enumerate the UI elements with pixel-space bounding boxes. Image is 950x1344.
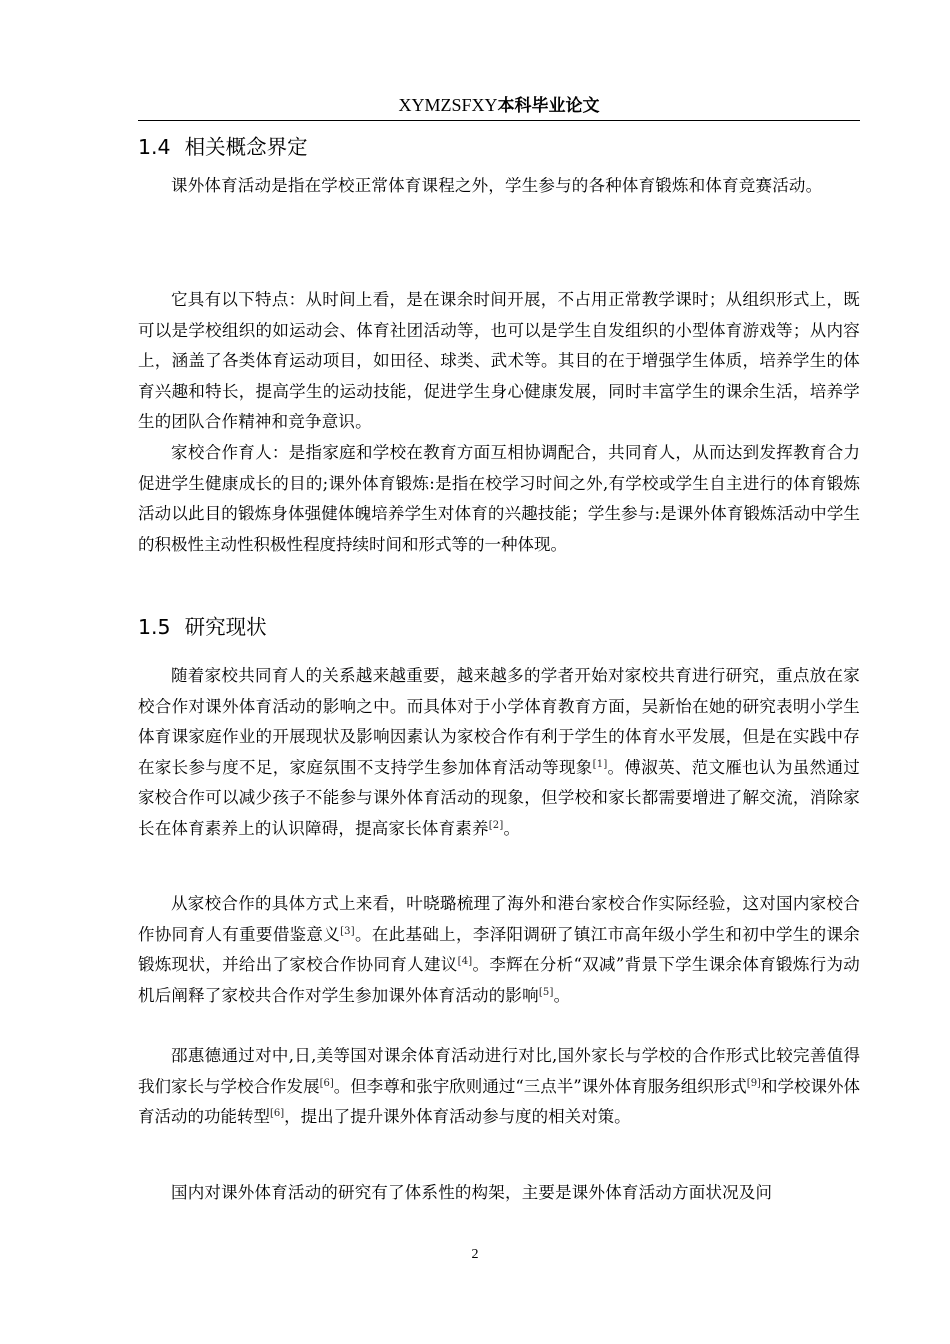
section-heading-1-5 <box>138 614 267 640</box>
paragraph-research-status-4: 国内对课外体育活动的研究有了体系性的构架，主要是课外体育活动方面状况及问 <box>171 1183 773 1202</box>
text-run: 。 <box>553 985 571 1005</box>
section-heading-1-4 <box>138 134 308 160</box>
page-header <box>138 92 860 121</box>
section-number: 1.4 <box>138 135 171 159</box>
citation: [4] <box>457 956 473 967</box>
paragraph-characteristics: 它具有以下特点：从时间上看，是在课余时间开展，不占用正常教学课时；从组织形式上，既可以是学校组织的如运动会、体育社团活动等，也可以是学生自发组织的小型体育游戏等；从内容上，涵盖了各类体育运动项目，如田径、球类、武术等。其目的在于增强学生体质，培养学生的体育兴趣和特长，提高学生的运动技能，促进学生身心健康发展，同时丰富学生的课余生活，培养学生的团队合作精神和竞争意识。 <box>138 290 860 431</box>
citation: [6] <box>319 1077 334 1089</box>
section-number: 1.5 <box>138 615 171 639</box>
header-title <box>138 92 860 119</box>
paragraph-research-status-3 <box>138 1041 860 1133</box>
text-run: ，提出了提升课外体育活动参与度的相关对策。 <box>284 1107 631 1126</box>
text-run: 。 <box>503 818 521 838</box>
text-run: 。傅淑英、范文雁也认为虽然通过家校合作可以减少孩子不能参与课外体育活动的现象，但学校和家长都需要增进了解交流，消除家长在体育素养上的认识障碍，提高家长体育素养 <box>138 757 861 838</box>
text-run: 从家校合作的具体方式上来看，叶晓璐梳理了海外和港台家校合作实际经验，这对国内家校合作协同育人有重要借鉴意义 <box>138 894 860 944</box>
section-title: 研究现状 <box>184 615 267 639</box>
page-number: 2 <box>471 1247 479 1262</box>
text-run: 。李辉在分析“双减”背景下学生课余体育锻炼行为动机后阐释了家校共合作对学生参加课外体育活动的影响 <box>138 955 860 1005</box>
citation: [9] <box>746 1077 761 1089</box>
citation: [2] <box>488 819 504 831</box>
text-run: 邵惠德通过对中,日,美等国对课余体育活动进行对比,国外家长与学校的合作形式比较完善值得我们家长与学校合作发展 <box>138 1046 860 1096</box>
text-run: 随着家校共同育人的关系越来越重要，越来越多的学者开始对家校共育进行研究，重点放在家校合作对课外体育活动的影响之中。而具体对于小学体育教育方面，吴新怡在她的研究表明小学生体育课家庭作业的开展现状及影响因素认为家校合作有利于学生的体育水平发展，但是在实践中存在家长参与度不足，家庭氛围不支持学生参加体育活动等现象 <box>138 666 860 777</box>
citation: [3] <box>340 925 355 937</box>
paragraph-research-status-1 <box>138 661 860 844</box>
citation: [1] <box>592 758 608 770</box>
text-run: 。在此基础上，李泽阳调研了镇江市高年级小学生和初中学生的课余锻炼现状，并给出了家校合作协同育人建议 <box>138 924 861 974</box>
citation: [6] <box>270 1108 285 1119</box>
citation: [5] <box>538 986 554 998</box>
paragraph-home-school-cooperation: 家校合作育人：是指家庭和学校在教育方面互相协调配合，共同育人，从而达到发挥教育合力促进学生健康成长的目的;课外体育锻炼:是指在校学习时间之外,有学校或学生自主进行的体育锻炼活动以此目的锻炼身体强健体魄培养学生对体育的兴趣技能；学生参与:是课外体育锻炼活动中学生的积极性主动性积极性程度持续时间和形式等的一种体现。 <box>138 443 860 554</box>
paragraph-research-status-2 <box>138 889 860 1011</box>
header-doc-type: 本科毕业论文 <box>497 96 600 116</box>
text-run: 和学校课外体育活动的功能转型 <box>138 1076 861 1126</box>
paragraph-definition: 课外体育活动是指在学校正常体育课程之外，学生参与的各种体育锻炼和体育竞赛活动。 <box>171 176 823 195</box>
section-title: 相关概念界定 <box>184 135 308 159</box>
header-school-code: XYMZSFXY <box>398 95 498 115</box>
text-run: 。但李尊和张宇欣则通过“三点半”课外体育服务组织形式 <box>333 1076 747 1096</box>
